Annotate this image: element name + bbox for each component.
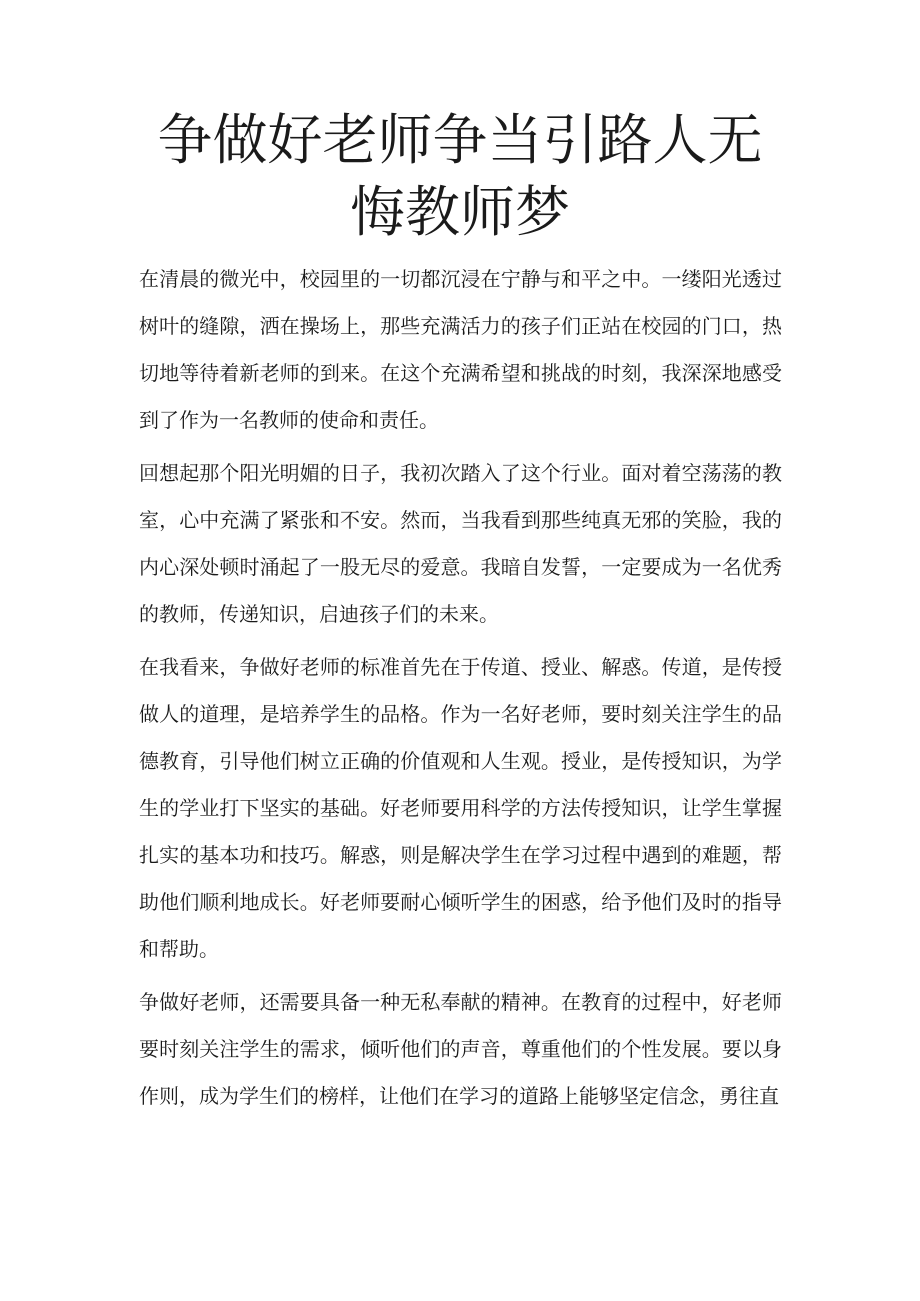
paragraph: 回想起那个阳光明媚的日子，我初次踏入了这个行业。面对着空荡荡的教室，心中充满了紧张和不安。然而，当我看到那些纯真无邪的笑脸，我的内心深处顿时涌起了一股无尽的爱意。我暗自发誓，一定要成为一名优秀的教师，传递知识，启迪孩子们的未来。 [139, 461, 782, 626]
document-title-line-1: 争做好老师争当引路人无 [157, 108, 763, 172]
document-body [139, 256, 782, 1126]
paragraph: 争做好老师，还需要具备一种无私奉献的精神。在教育的过程中，好老师要时刻关注学生的需求，倾听他们的声音，尊重他们的个性发展。要以身作则，成为学生们的榜样，让他们在学习的道路上能够坚定信念，勇往直 [139, 990, 782, 1108]
paragraph: 在我看来，争做好老师的标准首先在于传道、授业、解惑。传道，是传授做人的道理，是培养学生的品格。作为一名好老师，要时刻关注学生的品德教育，引导他们树立正确的价值观和人生观。授业，是传授知识，为学生的学业打下坚实的基础。好老师要用科学的方法传授知识，让学生掌握扎实的基本功和技巧。解惑，则是解决学生在学习过程中遇到的难题，帮助他们顺利地成长。好老师要耐心倾听学生的困惑，给予他们及时的指导和帮助。 [139, 655, 782, 961]
paragraph: 在清晨的微光中，校园里的一切都沉浸在宁静与和平之中。一缕阳光透过树叶的缝隙，洒在操场上，那些充满活力的孩子们正站在校园的门口，热切地等待着新老师的到来。在这个充满希望和挑战的时刻，我深深地感受到了作为一名教师的使命和责任。 [139, 267, 782, 432]
document-title-line-2: 悔教师梦 [349, 180, 570, 244]
